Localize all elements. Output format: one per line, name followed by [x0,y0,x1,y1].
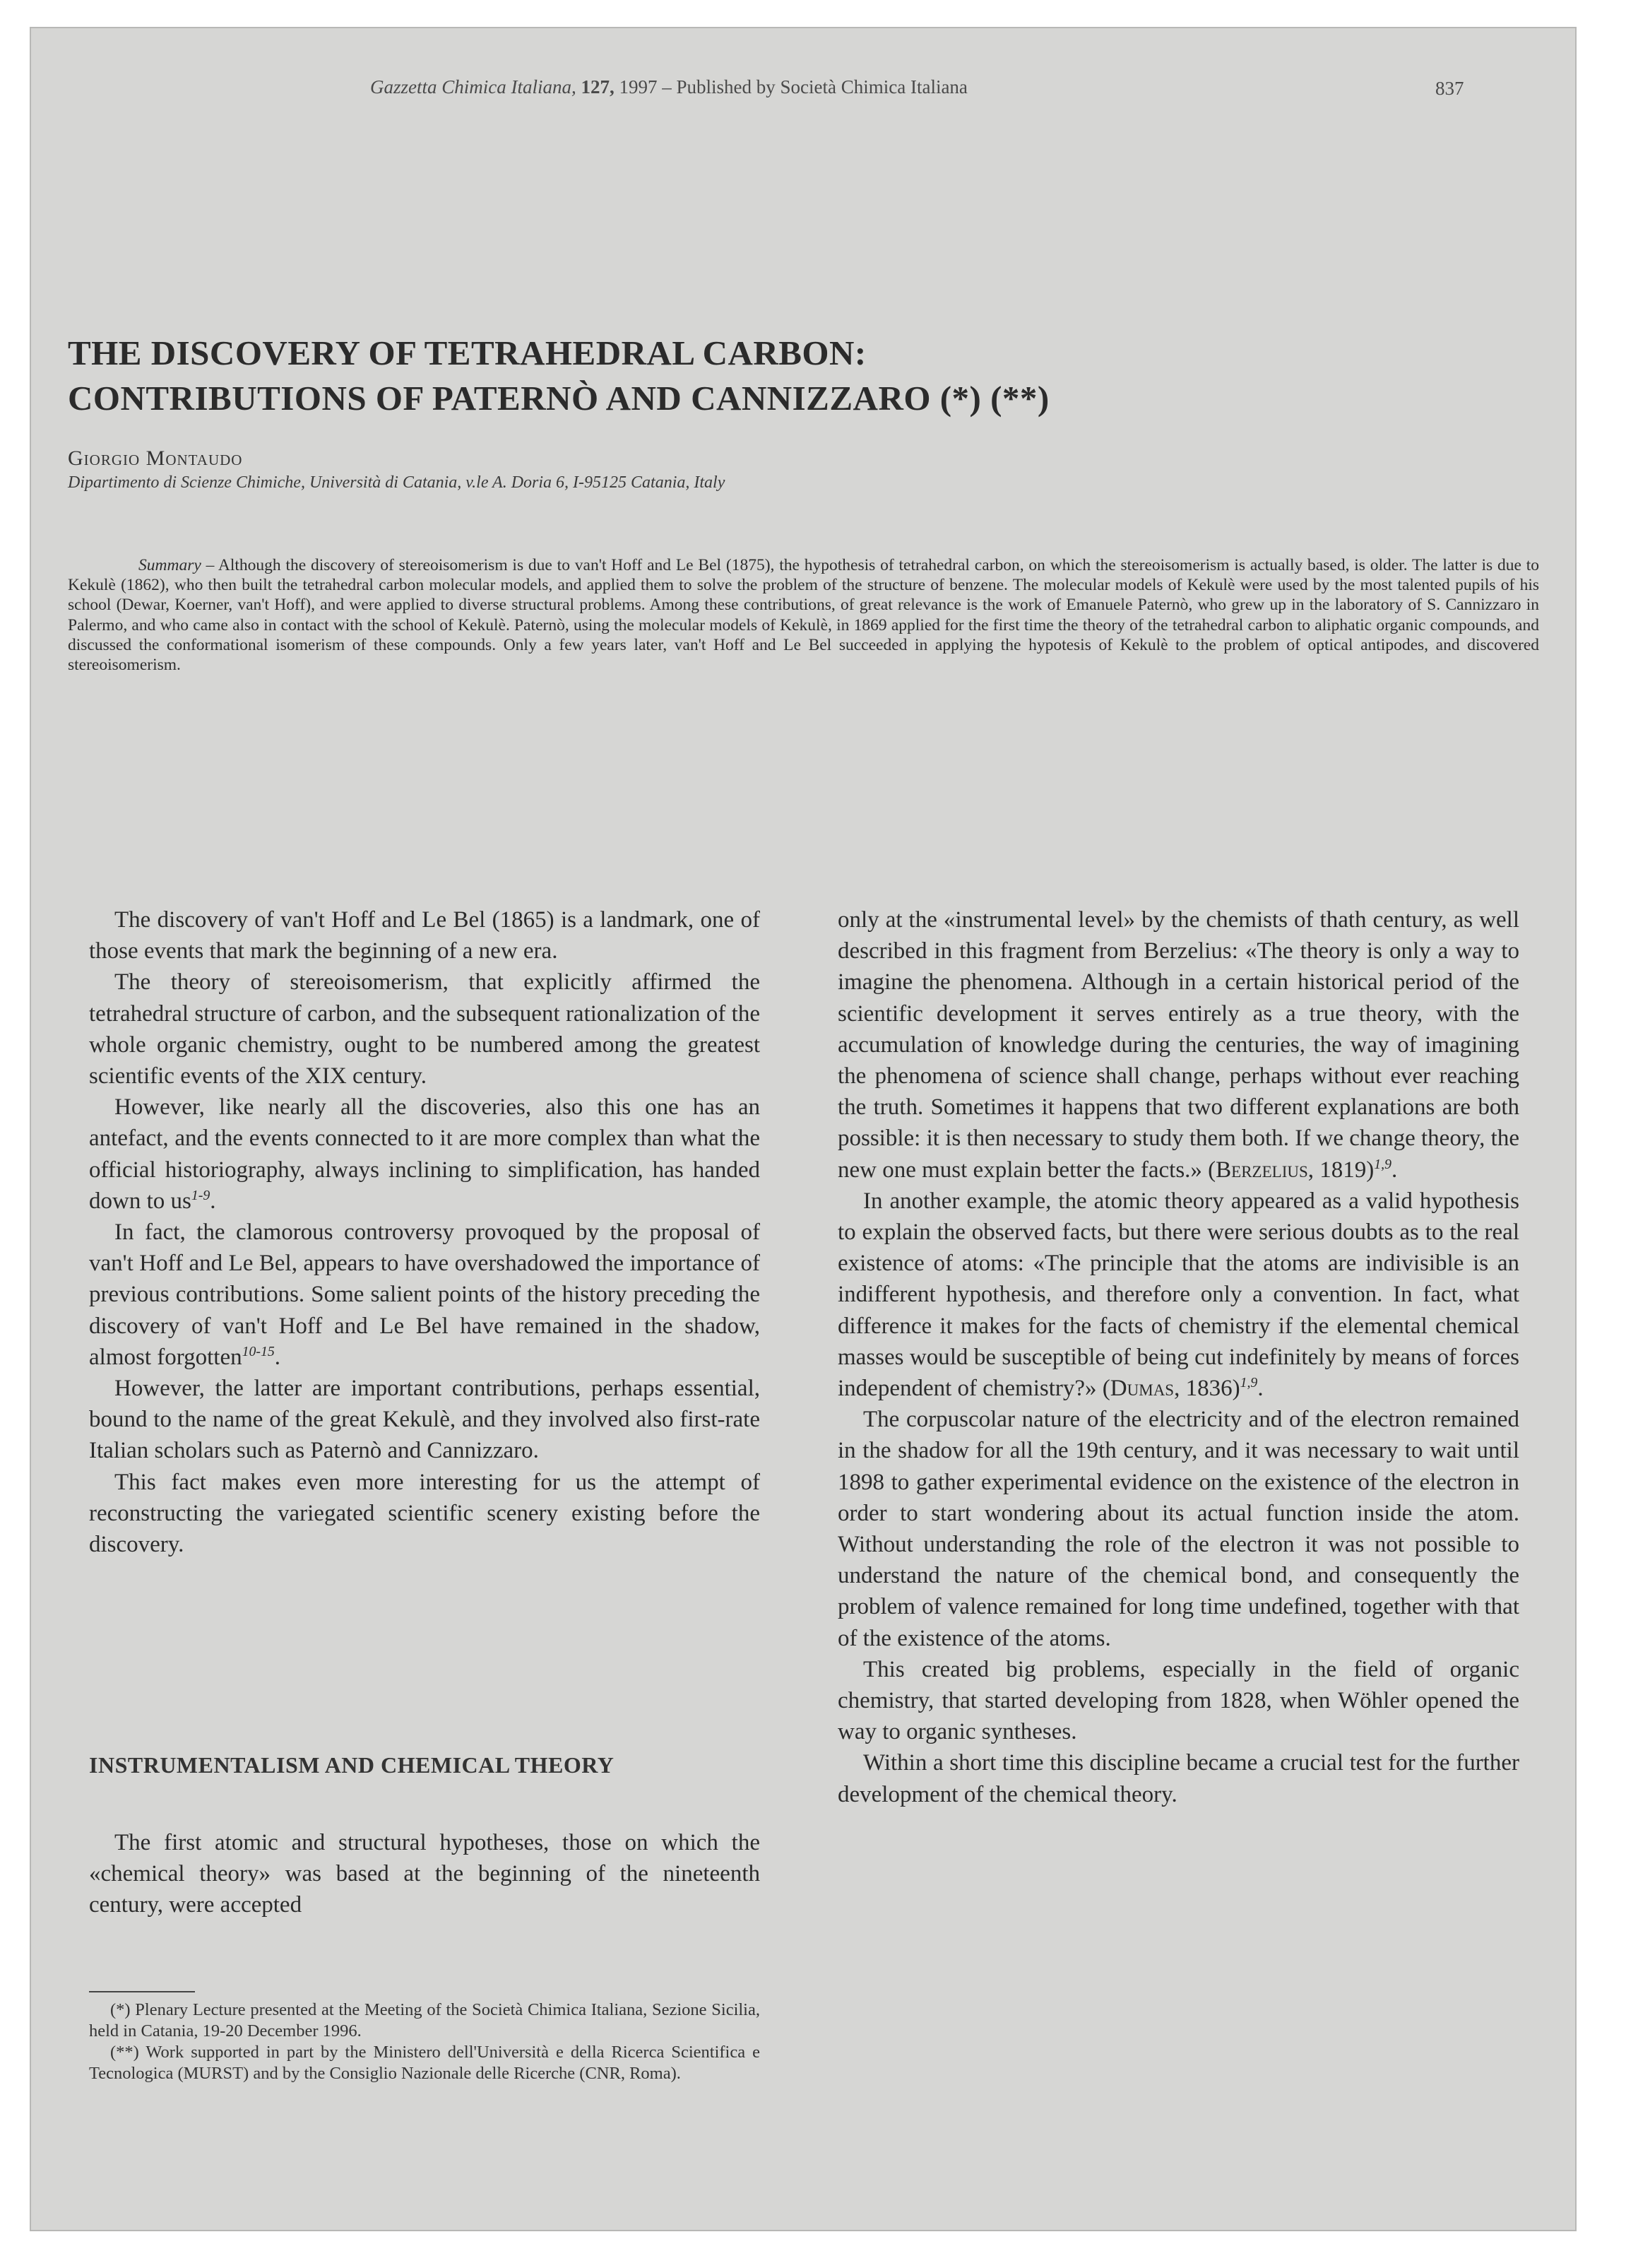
body-paragraph [838,904,1519,1186]
body-paragraph: This fact makes even more interesting for us the attempt of reconstructing the variegated scientific scenery existing before the discovery. [89,1469,760,1558]
left-column [89,904,760,1560]
footnotes [89,2000,760,2084]
running-head [370,76,1359,98]
right-column [838,904,1519,1810]
paragraph-end: . [1391,1157,1398,1183]
paragraph-text: In fact, the clamorous controversy provoqued by the proposal of van't Hoff and Le Bel, appears to have overshadowed the importance of previous contributions. Some salient points of the history preceding the discovery of van't Hoff and Le Bel have remained in the shadow, almost forgotten [89,1219,760,1370]
reference-superscript: 1,9 [1240,1375,1258,1391]
paragraph-end: . [274,1344,281,1370]
body-paragraph [89,1217,760,1373]
section-heading: INSTRUMENTALISM AND CHEMICAL THEORY [89,1752,615,1778]
summary-abstract [68,555,1539,675]
citation-author: Berzelius [1216,1157,1308,1183]
body-paragraph: The discovery of van't Hoff and Le Bel (1865) is a landmark, one of those events that mark the beginning of a new era. [89,907,760,964]
summary-text: – Although the discovery of stereoisomerism is due to van't Hoff and Le Bel (1875), the hypothesis of tetrahedral carbon, on which the stereoisomerism is actually based, is older. The latter is due to Kekulè (1862), who then built the tetrahedral carbon molecular models, and applied them to solve the problem of the structure of benzene. The molecular models of Kekulè were used by the most talented pupils of his school (Dewar, Koerner, van't Hoff), and were applied to diverse structural problems. Among these contributions, of great relevance is the work of Emanuele Paternò, who grew up in the laboratory of S. Cannizzaro in Palermo, and who came also in contact with the school of Kekulè. Paternò, using the molecular models of Kekulè, in 1869 applied for the first time the theory of the tetrahedral carbon to aliphatic organic compounds, and discussed the conformational isomerism of these compounds. Only a few years later, van't Hoff and Le Bel succeeded in applying the hypotesis of Kekulè to the problem of optical antipodes, and discovered stereoisomerism. [68,556,1539,675]
body-paragraph [838,1186,1519,1404]
paragraph-end: . [1257,1376,1264,1402]
paragraph-text: In another example, the atomic theory appeared as a valid hypothesis to explain the observed facts, but there were serious doubts as to the real existence of atoms: «The principle that the atoms are indivisible is an indifferent hypothesis, and therefore only a convention. In fact, what difference it makes for the facts of chemistry if the elemental chemical masses would be susceptible of being cut indefinitely by means of forces independent of chemistry?» ( [838,1188,1519,1402]
paragraph-text: only at the «instrumental level» by the chemists of thath century, as well described in this fragment from Berzelius: «The theory is only a way to imagine the phenomena. Although in a certain historical period of the scientific development it serves entirely as a true theory, with the accumulation of knowledge during the centuries, the way of imagining the phenomena of science shall change, perhaps without ever reaching the truth. Sometimes it happens that two different explanations are both possible: it is then necessary to study them both. If we change theory, the new one must explain better the facts.» ( [838,907,1519,1183]
author-affiliation: Dipartimento di Scienze Chimiche, Università di Catania, v.le A. Doria 6, I-95125 Catania, Italy [68,473,725,492]
paragraph-end: . [210,1188,216,1214]
body-paragraph: The first atomic and structural hypotheses, those on which the «chemical theory» was based at the beginning of the nineteenth century, were accepted [89,1830,760,1918]
reference-superscript: 1-9 [191,1187,210,1203]
reference-superscript: 1,9 [1374,1156,1391,1172]
summary-label: Summary [138,556,201,574]
reference-superscript: 10-15 [242,1343,275,1359]
citation-author: Dumas [1110,1376,1175,1402]
body-paragraph [89,1092,760,1217]
page-number: 837 [1435,78,1464,99]
footnote-divider [89,1991,195,1992]
author-name: Giorgio Montaudo [68,447,243,470]
body-paragraph: This created big problems, especially in the field of organic chemistry, that started developing from 1828, when Wöhler opened the way to organic syntheses. [838,1656,1519,1745]
body-paragraph: The theory of stereoisomerism, that explicitly affirmed the tetrahedral structure of carbon, and the subsequent rationalization of the whole organic chemistry, ought to be numbered among the greatest scientific events of the XIX century. [89,969,760,1089]
journal-volume: 127, [581,76,615,98]
title-line-1: THE DISCOVERY OF TETRAHEDRAL CARBON: [68,333,867,372]
citation-year: , 1819) [1307,1157,1375,1183]
title-line-2: CONTRIBUTIONS OF PATERNÒ AND CANNIZZARO (*) (**) [68,379,1050,418]
article-title [68,331,1410,421]
journal-year-publisher: 1997 – Published by Società Chimica Italiana [614,76,968,98]
footnote: (**) Work supported in part by the Ministero dell'Università e della Ricerca Scientifica e Tecnologica (MURST) and by the Consiglio Nazionale delle Ricerche (CNR, Roma). [89,2043,760,2083]
citation-year: , 1836) [1174,1376,1240,1402]
body-paragraph: However, the latter are important contributions, perhaps essential, bound to the name of the great Kekulè, and they involved also first-rate Italian scholars such as Paternò and Cannizzaro. [89,1376,760,1464]
paragraph-text: However, like nearly all the discoveries, also this one has an antefact, and the events connected to it are more complex than what the official historiography, always inclining to simplification, has handed down to us [89,1094,760,1214]
body-paragraph: The corpuscolar nature of the electricity and of the electron remained in the shadow for all the 19th century, and it was necessary to wait until 1898 to gather experimental evidence on the existence of the electron in order to start wondering about its actual function inside the atom. Without understanding the role of the electron it was not possible to understand the nature of the chemical bond, and consequently the problem of valence remained for long time undefined, together with that of the existence of the atoms. [838,1407,1519,1651]
journal-name: Gazzetta Chimica Italiana, [370,76,576,98]
footnote: (*) Plenary Lecture presented at the Meeting of the Società Chimica Italiana, Sezione Sicilia, held in Catania, 19-20 December 1996. [89,2000,760,2040]
body-paragraph: Within a short time this discipline became a crucial test for the further development of the chemical theory. [838,1750,1519,1807]
journal-page [30,27,1577,2231]
